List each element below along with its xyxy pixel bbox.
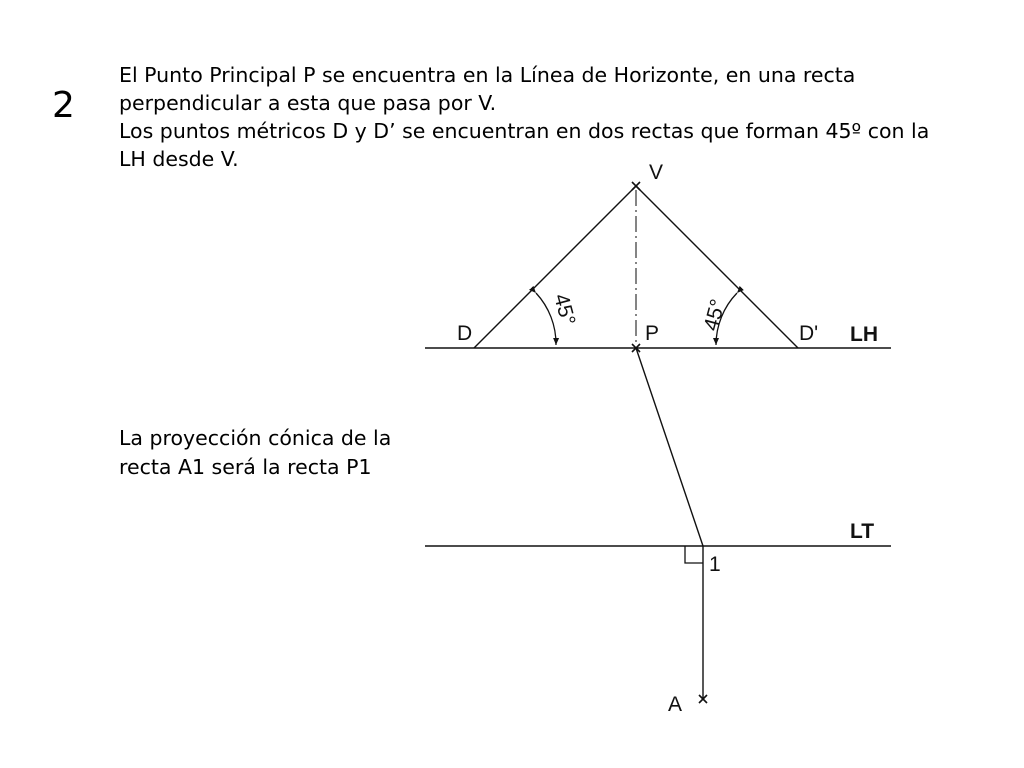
label-d-prime: D' bbox=[799, 322, 819, 345]
intro-paragraph-2: Los puntos métricos D y D’ se encuentran en dos rectas que forman 45º con la LH desde V. bbox=[119, 119, 930, 171]
line-v-to-d bbox=[474, 186, 636, 348]
label-d: D bbox=[457, 322, 473, 345]
label-lt: LT bbox=[850, 520, 875, 543]
label-a: A bbox=[668, 693, 683, 716]
slide-number: 2 bbox=[52, 85, 75, 126]
point-v-cross bbox=[632, 182, 640, 190]
label-lh: LH bbox=[850, 323, 878, 346]
line-p-to-1 bbox=[636, 348, 703, 546]
angle-label-left: 45° bbox=[549, 291, 580, 328]
label-p: P bbox=[645, 322, 660, 345]
label-1: 1 bbox=[709, 553, 721, 576]
right-angle-mark bbox=[685, 546, 703, 563]
note-line-1: La proyección cónica de la bbox=[119, 426, 392, 450]
note-line-2: recta A1 será la recta P1 bbox=[119, 455, 372, 479]
angle-label-right: 45° bbox=[699, 296, 731, 334]
intro-paragraph-1: El Punto Principal P se encuentra en la Línea de Horizonte, en una recta perpendicular a esta que pasa por V. bbox=[119, 63, 856, 115]
label-v: V bbox=[649, 161, 664, 184]
